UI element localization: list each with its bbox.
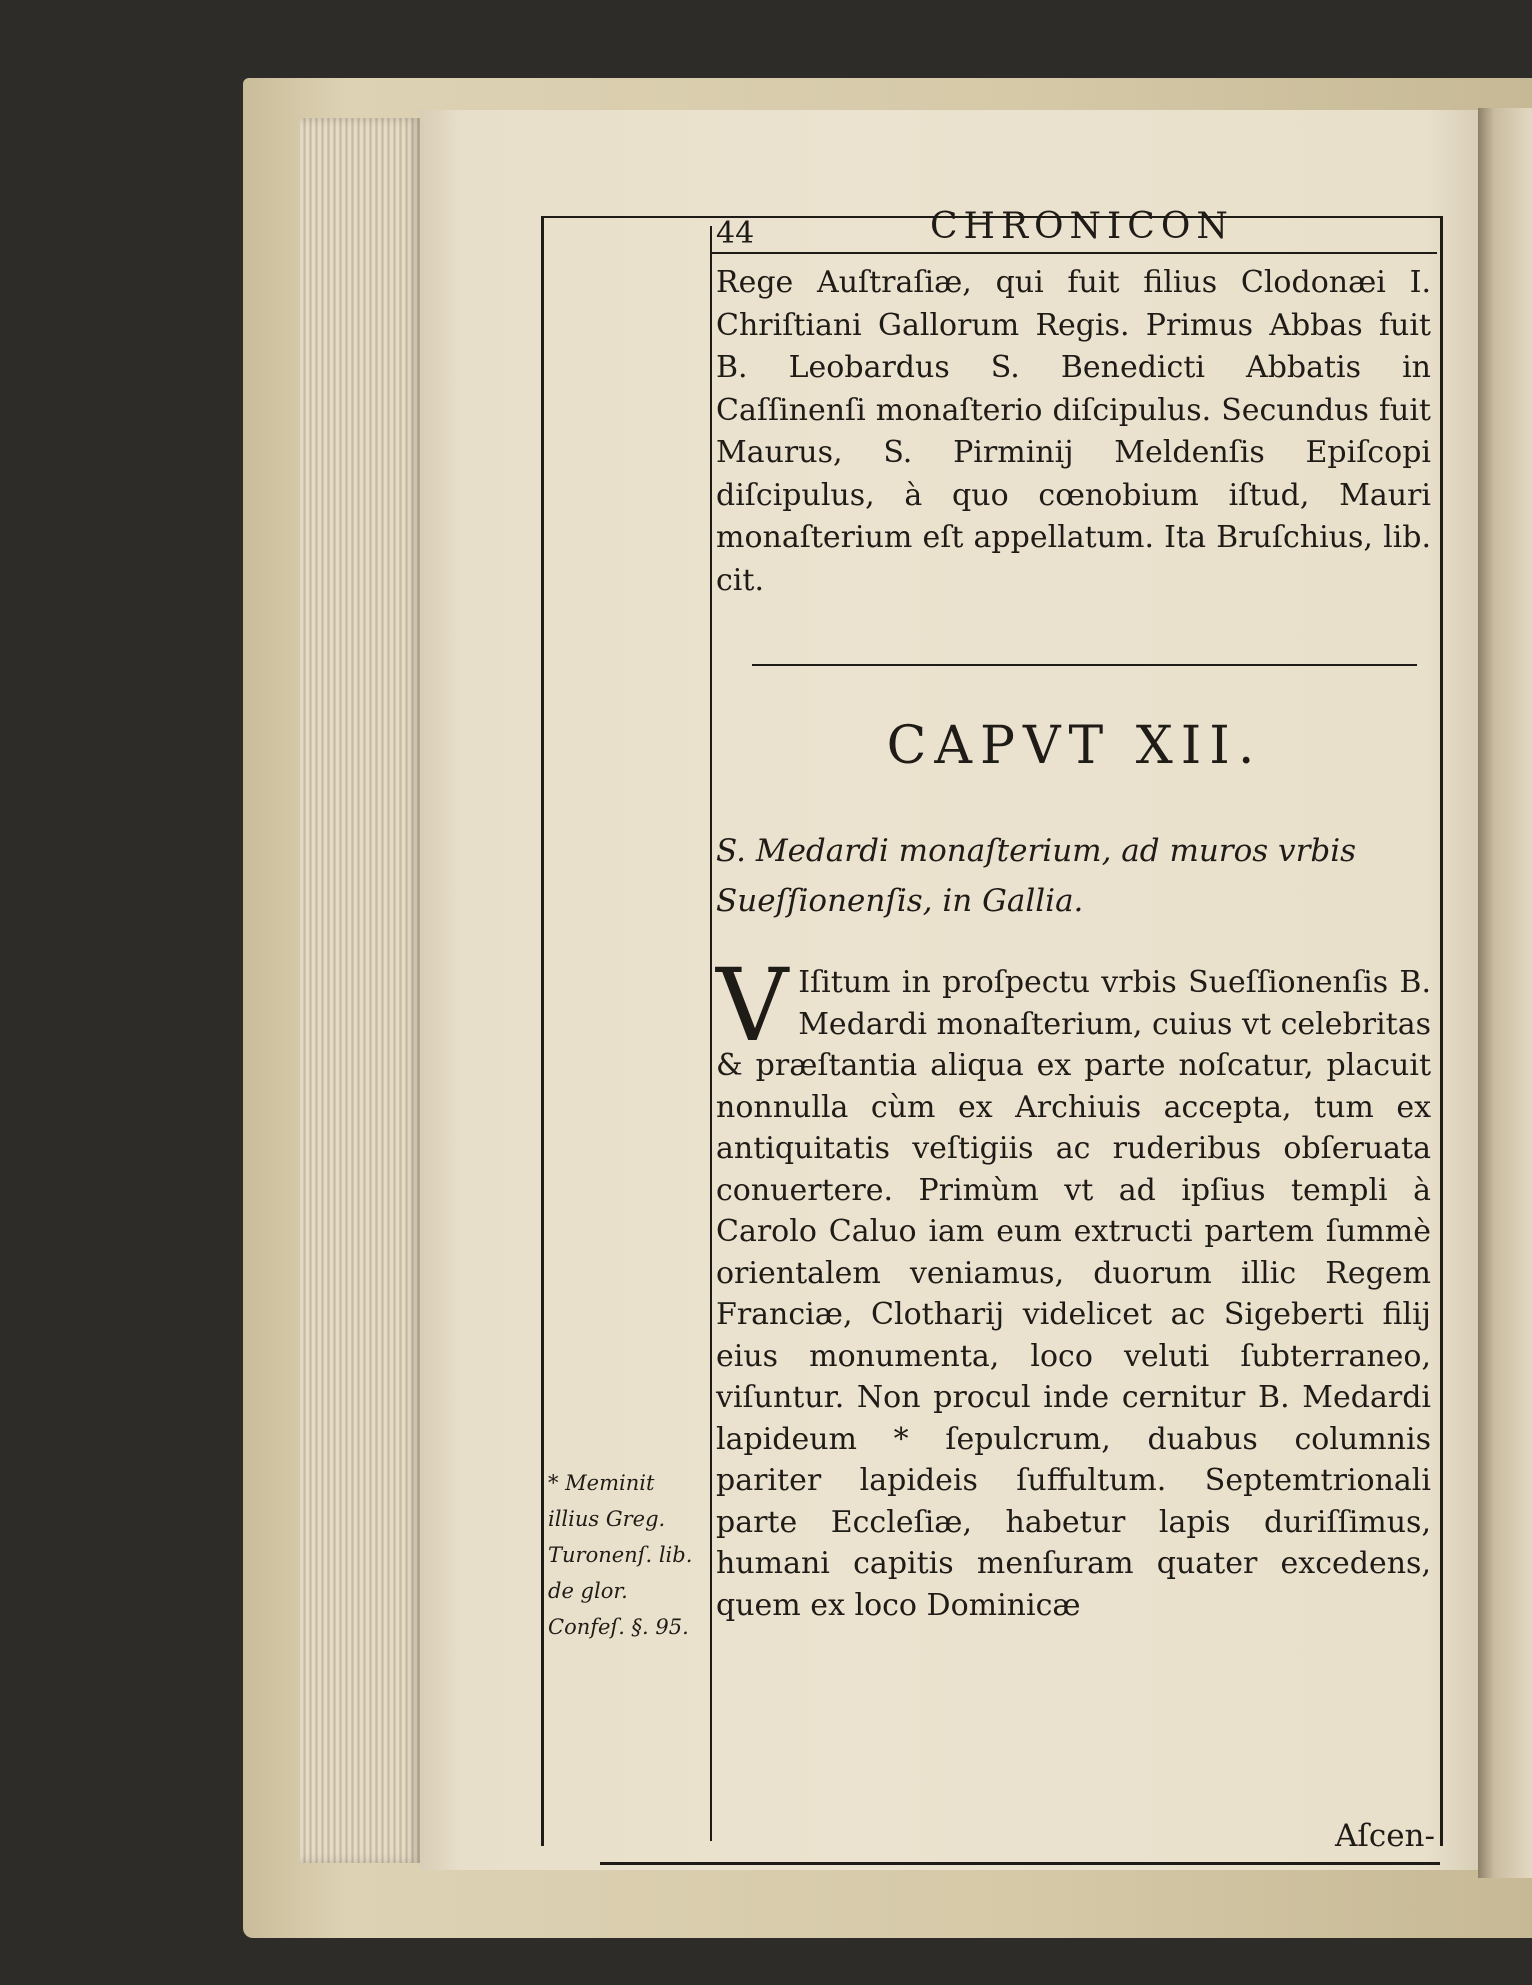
chapter-subtitle: S. Medardi monaſterium, ad muros vrbis Sueſſionenſis, in Gallia. bbox=[716, 833, 1357, 919]
section-separator bbox=[752, 664, 1417, 666]
catchword: Aſcen- bbox=[1334, 1818, 1435, 1854]
running-head: CHRONICON bbox=[930, 206, 1234, 247]
drop-cap: V bbox=[716, 947, 789, 1064]
book-gutter bbox=[1478, 108, 1532, 1878]
margin-note: * Meminit illius Greg. Turonenſ. lib. de glor. Confeſ. §. 95. bbox=[548, 1471, 693, 1639]
chapter-title: CAPVT XII. bbox=[886, 716, 1263, 776]
bottom-rule bbox=[600, 1862, 1440, 1865]
opening-paragraph: Rege Auſtraſiæ, qui fuit filius Clodonæi I. Chriſtiani Gallorum Regis. Primus Abbas fuit B. Leobardus S. Benedicti Abbatis in Caſſinenſi monaſterio diſcipulus. Secundus fuit Maurus, S. Pirminij Meldenſis Epiſcopi diſcipulus, à quo cœnobium iſtud, Mauri monaſterium eſt appellatum. Ita Bruſchius, lib. cit. bbox=[716, 265, 1431, 598]
chapter-body bbox=[716, 947, 1431, 1626]
margin-rule bbox=[710, 226, 712, 1841]
page-number: 44 bbox=[716, 216, 755, 251]
chapter-text: Iſitum in proſpectu vrbis Sueſſionenſis B. Medardi monaſterium, cuius vt celebritas & præſtantia aliqua ex parte noſcatur, placuit nonnulla cùm ex Archiuis accepta, tum ex antiquitatis veſtigiis ac ruderibus obſeruata conuertere. Primùm vt ad ipſius templi à Carolo Caluo iam eum extructi partem ſummè orientalem veniamus, duorum illic Regem Franciæ, Clotharij videlicet ac Sigeberti filij eius monumenta, loco veluti ſubterraneo, viſuntur. Non procul inde cernitur B. Medardi lapideum * ſepulcrum, duabus columnis pariter lapideis ſuffultum. Septemtrionali parte Eccleſiæ, habetur lapis duriſſimus, humani capitis menſuram quater excedens, quem ex loco Dominicæ bbox=[716, 965, 1431, 1623]
header-rule bbox=[712, 252, 1437, 254]
page-edges bbox=[300, 118, 420, 1863]
